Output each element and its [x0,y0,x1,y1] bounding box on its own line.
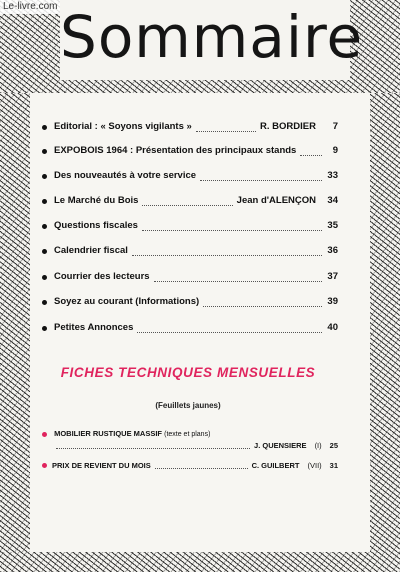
fiches-subtitle: (Feuillets jaunes) [155,401,221,410]
bullet-icon [42,199,47,204]
toc-label: Des nouveautés à votre service [54,170,197,181]
toc-page: 33 [327,170,338,181]
hatched-border-left [0,93,30,572]
toc-entry [42,169,338,183]
toc-entry [42,270,338,284]
toc-label: Editorial : « Soyons vigilants » [54,121,192,132]
fiche-volume: (I) [314,441,322,450]
toc-page: 36 [327,245,338,256]
toc-page: 9 [332,145,338,156]
dotted-leader [300,147,322,156]
bullet-icon [42,224,47,229]
fiche-author: J. QUENSIERE [254,441,307,450]
toc-entry [42,144,338,158]
fiche-volume: (VII) [307,461,322,470]
dotted-leader [56,442,250,449]
toc-label: Calendrier fiscal [54,245,128,256]
bullet-icon [42,149,47,154]
toc-label: Questions fiscales [54,220,138,231]
dotted-leader [200,172,322,181]
toc-page: 7 [332,121,338,132]
dotted-leader [203,298,322,307]
fiche-page: 25 [329,441,338,450]
dotted-leader [137,324,322,333]
dotted-leader [196,123,256,132]
toc-label: Soyez au courant (Informations) [54,296,200,307]
toc-page: 39 [327,296,338,307]
toc-page: 37 [327,271,338,282]
fiche-note: (texte et plans) [164,431,211,438]
toc-page: 40 [327,322,338,333]
bullet-icon [42,249,47,254]
toc-label: Le Marché du Bois [54,195,139,206]
fiche-entry [42,428,338,451]
dotted-leader [132,247,322,256]
dotted-leader [142,197,232,206]
toc-entry [42,295,338,309]
fiche-label: MOBILIER RUSTIQUE MASSIF [54,429,163,438]
fiche-label: PRIX DE REVIENT DU MOIS [52,461,151,470]
toc-label: Courrier des lecteurs [54,271,150,282]
toc-entry [42,219,338,233]
fiche-page: 31 [329,461,338,470]
toc-label: Petites Annonces [54,322,134,333]
toc-entry [42,194,338,208]
toc-entry [42,120,338,134]
toc-entry [42,321,338,335]
bullet-icon [42,463,47,468]
hatched-border-bottom [0,552,400,572]
toc-page: 34 [327,195,338,206]
watermark: Le-livre.com [0,0,60,14]
bullet-icon [42,174,47,179]
toc-label: EXPOBOIS 1964 : Présentation des principaux stands [54,145,297,156]
bullet-icon [42,275,47,280]
bullet-icon [42,432,47,437]
dotted-leader [154,273,322,282]
bullet-icon [42,300,47,305]
fiche-author: C. GUILBERT [251,461,300,470]
page-title: Sommaire [60,3,364,71]
bullet-icon [42,125,47,130]
toc-page: 35 [327,220,338,231]
toc-author: R. BORDIER [260,121,316,132]
toc-entry [42,244,338,258]
fiche-entry [42,460,338,471]
dotted-leader [155,462,248,469]
fiches-heading: FICHES TECHNIQUES MENSUELLES [60,365,316,380]
hatched-border-right [370,93,400,572]
dotted-leader [142,222,322,231]
bullet-icon [42,326,47,331]
toc-author: Jean d'ALENÇON [236,195,316,206]
